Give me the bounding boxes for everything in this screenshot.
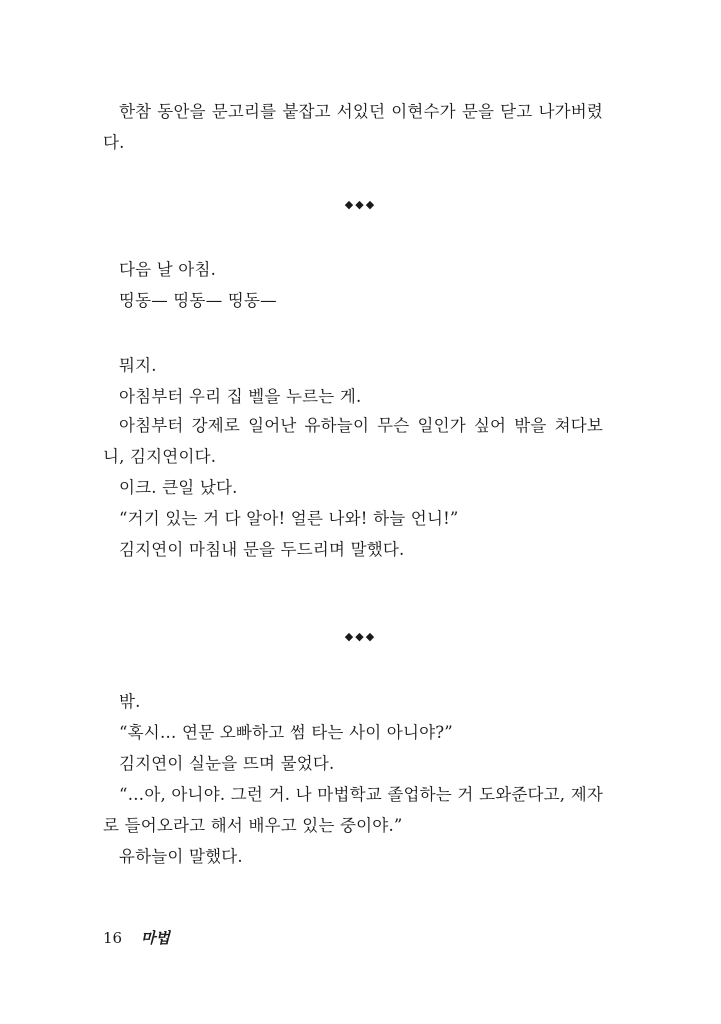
- section-divider: ◆◆◆: [344, 198, 377, 211]
- paragraph: “혹시… 연문 오빠하고 썸 타는 사이 아니야?”: [119, 723, 453, 742]
- paragraph: 김지연이 실눈을 뜨며 물었다.: [119, 754, 335, 773]
- paragraph: 유하늘이 말했다.: [119, 847, 243, 866]
- paragraph: 아침부터 강제로 일어난 유하늘이 무슨 일인가 싶어 밖을 쳐다보니, 김지연이다.: [103, 416, 603, 466]
- page-footer: [103, 928, 170, 948]
- paragraph-group-4: [103, 410, 603, 565]
- section-divider: ◆◆◆: [344, 630, 377, 643]
- paragraph-group-5: [103, 686, 603, 872]
- paragraph: “거기 있는 거 다 알아! 얼른 나와! 하늘 언니!”: [119, 509, 459, 528]
- paragraph: 아침부터 우리 집 벨을 누르는 게.: [119, 387, 362, 406]
- paragraph: 띵동— 띵동— 띵동—: [119, 291, 277, 310]
- paragraph-group-1: [103, 96, 603, 158]
- paragraph: 김지연이 마침내 문을 두드리며 말했다.: [119, 540, 405, 559]
- paragraph: 뭐지.: [119, 356, 157, 375]
- paragraph: “…아, 아니야. 그런 거. 나 마법학교 졸업하는 거 도와준다고, 제자로 들어오라고 해서 배우고 있는 중이야.”: [103, 785, 603, 835]
- page-number: 16: [103, 929, 123, 947]
- paragraph-group-3: [103, 350, 603, 412]
- paragraph: 밖.: [119, 692, 141, 711]
- paragraph: 이크. 큰일 났다.: [119, 478, 238, 497]
- running-title: 마법: [140, 929, 170, 947]
- paragraph: 한참 동안을 문고리를 붙잡고 서있던 이현수가 문을 닫고 나가버렸다.: [103, 102, 603, 152]
- paragraph-group-2: [103, 254, 603, 316]
- paragraph: 다음 날 아침.: [119, 260, 217, 279]
